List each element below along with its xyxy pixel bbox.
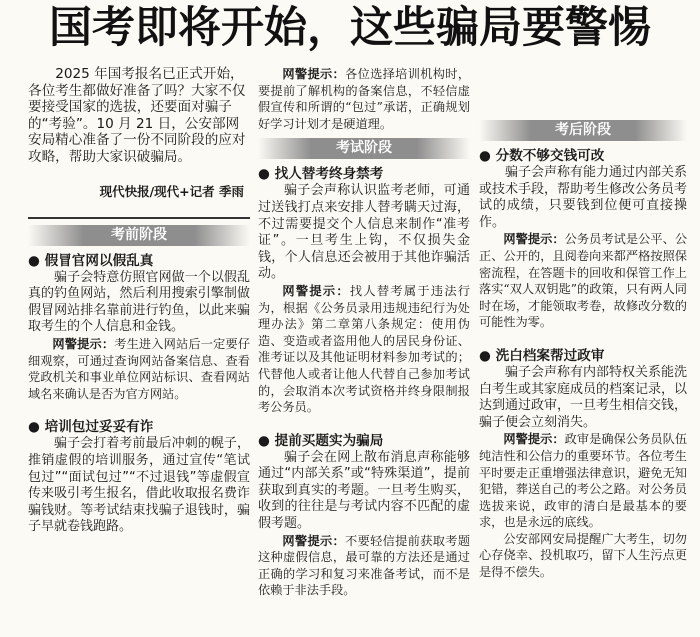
body-fake-site: 骗子会特意仿照官网做一个以假乱真的钓鱼网站，然后利用搜索引擎制做假冒网站排名靠前进行钓鱼，以此来骗取考生的个人信息和金钱。	[28, 269, 250, 335]
body-archive: 骗子会声称有内部特权关系能洗白考生或其家庭成员的档案记录，以达到通过政审，一旦考生相信交钱，骗子便会立刻消失。	[479, 364, 688, 430]
subheading-substitute: ● 找人替考终身禁考	[258, 166, 384, 183]
tip-archive: 网警提示：政审是确保公务员队伍纯洁性和公信力的重要环节。各位考生平时要走正重增强法律意识，避免无知犯错，葬送自己的考公之路。对公务员选拔来说，政审的清白是最基本的要求，也是永远的底线。	[479, 432, 688, 530]
body-substitute: 骗子会声称认识监考老师，可通过送钱打点来安排人替考瞒天过海，不过需要提交个人信息来制作“准考证”。一旦考生上钩，不仅损失金钱，个人信息还会被用于其他诈骗活动。	[258, 183, 470, 282]
subheading-score: ● 分数不够交钱可改	[479, 148, 605, 164]
subheading-archive: ● 洗白档案帮过政审	[479, 347, 605, 364]
headline: 国考即将开始，这些骗局要警惕	[49, 3, 651, 53]
tip-questions: 网警提示：不要轻信提前获取考题这种虚假信息，最可靠的方法还是通过正确的学习和复习来准备考试，而不是依赖于非法手段。	[258, 533, 471, 598]
tip-substitute: 网警提示：找人替考属于违法行为，根据《公务员录用违规违纪行为处理办法》第二章第八条规定：使用伪造、变造或者盗用他人的居民身份证、准考证以及其他证明材料参加考试的；代替他人或者让他人代替自己参加考试的，会取消本次考试资格并终身限制报考公务员。	[258, 283, 471, 415]
column-1	[28, 66, 250, 536]
tip-fake-site: 网警提示：考生进入网站后一定要仔细观察，可通过查询网站备案信息、查看党政机关和事业单位网站标识、查看网站域名来确认是否为官方网站。	[28, 336, 251, 401]
byline: 现代快报/现代+记者 季雨	[99, 183, 244, 199]
column-3	[479, 66, 687, 581]
tip-training: 网警提示：各位选择培训机构时，要提前了解机构的备案信息，不轻信虚假宣传和所谓的“包过”承诺，正确规划好学习计划才是硬道理。	[258, 67, 471, 131]
body-score: 骗子会声称有能力通过内部关系或技术手段，帮助考生修改公务员考试的成绩，只要钱到位便可直接操作。	[479, 165, 688, 230]
body-questions: 骗子会在网上散布消息声称能够通过“内部关系”或“特殊渠道”，提前获取到真实的考题。一旦考生购买，收到的往往是与考试内容不匹配的虚假考题。	[258, 449, 470, 532]
stage-header-after: 考后阶段	[479, 120, 687, 141]
intro-paragraph: 2025 年国考报名已正式开始，各位考生都做好准备了吗？大家不仅要接受国家的选拔，还要面对骗子的“考验”。10 月 21 日，公安部网安局精心准备了一份不同阶段的应对攻略，帮助大家识破骗局。	[28, 66, 246, 165]
column-2	[258, 66, 470, 599]
subheading-training: ● 培训包过妥妥有诈	[28, 419, 154, 436]
section-divider	[28, 217, 250, 219]
body-training: 骗子会打着考前最后冲刺的幌子，推销虚假的培训服务，通过宣传“笔试包过”“面试包过”“不过退钱”等虚假宣传来吸引考生报名，借此收取报名费诈骗钱财。等考试结束找骗子退钱时，骗子早就卷钱跑路。	[28, 436, 250, 535]
tip-score: 网警提示：公务员考试是公平、公正、公开的，且阅卷向来都严格按照保密流程，在答题卡的回收和保管工作上落实“双人双钥匙”的政策，只有两人同时在场，才能领取考卷，故修改分数的可能性为零。	[479, 232, 688, 330]
subheading-fake-site: ● 假冒官网以假乱真	[28, 252, 154, 269]
closing-paragraph: 公安部网安局提醒广大考生，切勿心存侥幸、投机取巧，留下人生污点更是得不偿失。	[479, 531, 687, 580]
subheading-questions: ● 提前买题实为骗局	[258, 432, 384, 449]
stage-header-before: 考前阶段	[28, 225, 250, 246]
stage-header-during: 考试阶段	[258, 138, 470, 159]
